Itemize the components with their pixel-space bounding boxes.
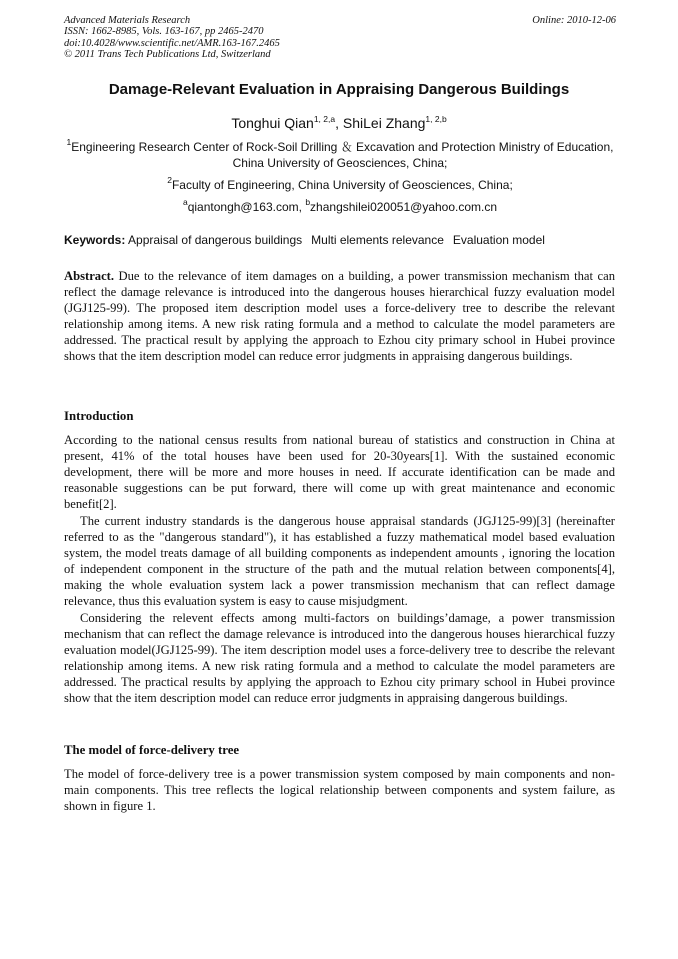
affiliation-1 xyxy=(64,139,616,171)
keywords-label: Keywords: xyxy=(64,233,126,247)
author-separator: , xyxy=(335,115,339,131)
affiliation-marker: 1 xyxy=(66,137,72,147)
journal-copyright: © 2011 Trans Tech Publications Ltd, Switzerland xyxy=(64,49,271,61)
journal-name: Advanced Materials Research xyxy=(64,15,191,26)
section-heading-introduction: Introduction xyxy=(64,409,134,423)
author-line xyxy=(0,115,678,131)
section-heading-force-delivery-tree: The model of force-delivery tree xyxy=(64,743,240,757)
email-marker: b xyxy=(305,197,311,207)
email-address[interactable]: zhangshilei020051@yahoo.com.cn xyxy=(310,200,498,214)
affiliation-marker: 2 xyxy=(167,175,172,185)
email-address[interactable]: qiantongh@163.com, xyxy=(187,200,302,214)
abstract-text: Due to the relevance of item damages on a building, a power transmission mechanism that can reflect the damage relevance is introduced into the dangerous houses hierarchical fuzzy evaluation model (JGJ125-99). The proposed item description model uses a force-delivery tree to describe the relevant relationship among items. A new risk rating formula and a method to calculate the model parameters are addressed. The practical result by applying the approach to Ezhou city primary school in Hubei province shows that the item description model can reduce error judgments in appraising dangerous buildings. xyxy=(64,269,615,364)
journal-issn: ISSN: 1662-8985, Vols. 163-167, pp 2465-2470 xyxy=(64,26,264,38)
abstract-label: Abstract. xyxy=(64,269,115,283)
online-date: Online: 2010-12-06 xyxy=(532,15,616,26)
paper-title: Damage-Relevant Evaluation in Appraising Dangerous Buildings xyxy=(108,81,570,98)
paragraph: Considering the relevent effects among multi-factors on buildings’damage, a power transmission mechanism that can reflect the damage relevance is introduced into the dangerous houses hierarchical fuzzy evaluation model(JGJ125-99). The item description model uses a force-delivery tree to describe the relevant relationship among items. A new risk rating formula and a method to calculate the model parameters are addressed. The practical results by applying the approach to Ezhou city primary school in Hubei province show that the item description model can reduce error judgments in appraising dangerous buildings. xyxy=(64,611,615,706)
keyword: Evaluation model xyxy=(452,233,545,247)
author-affiliation-marker: 1, 2,a xyxy=(313,114,336,124)
journal-header xyxy=(64,15,616,61)
email-marker: a xyxy=(182,197,188,207)
author-affiliation-marker: 1, 2,b xyxy=(425,114,447,124)
affiliation-2 xyxy=(64,177,616,193)
author-name: Tonghui Qian xyxy=(231,115,314,131)
paragraph: The current industry standards is the dangerous house appraisal standards (JGJ125-99)[3] (hereinafter referred to as the "dangerous standard"), it has established a fuzzy mathematical model based evaluation system, the model treats damage of all building components as independent amounts , ignoring the location of independent component in the structure of the path and the mutual relation between components[4], making the whole evaluation system lack a power transmission mechanism that can reflect damage relevance, thus this evaluation system is easy to cause misjudgment. xyxy=(64,514,615,609)
paragraph: The model of force-delivery tree is a power transmission system composed by main components and non-main components. This tree reflects the logical relationship between components and system failure, as shown in figure 1. xyxy=(64,767,615,814)
keyword: Appraisal of dangerous buildings xyxy=(128,233,303,247)
affiliation-text: Engineering Research Center of Rock-Soil Drilling ＆ Excavation and Protection Ministry of Education, China University of Geosciences, China; xyxy=(71,140,614,170)
abstract xyxy=(64,268,615,365)
author-name: ShiLei Zhang xyxy=(342,115,426,131)
affiliation-text: Faculty of Engineering, China University of Geosciences, China; xyxy=(171,178,513,192)
paragraph: According to the national census results from national bureau of statistics and construction in China at present, 41% of the total houses have been used for 20-30years[1]. With the sustained economic development, there will be more and more houses in need. If accurate identification can be made and reasonable suggestions can be put forward, there will come up with great maintenance and economic benefit[2]. xyxy=(64,433,615,512)
email-line xyxy=(64,199,616,215)
journal-doi[interactable]: doi:10.4028/www.scientific.net/AMR.163-167.2465 xyxy=(64,37,280,49)
keywords-line xyxy=(64,233,624,247)
keyword: Multi elements relevance xyxy=(311,233,444,247)
